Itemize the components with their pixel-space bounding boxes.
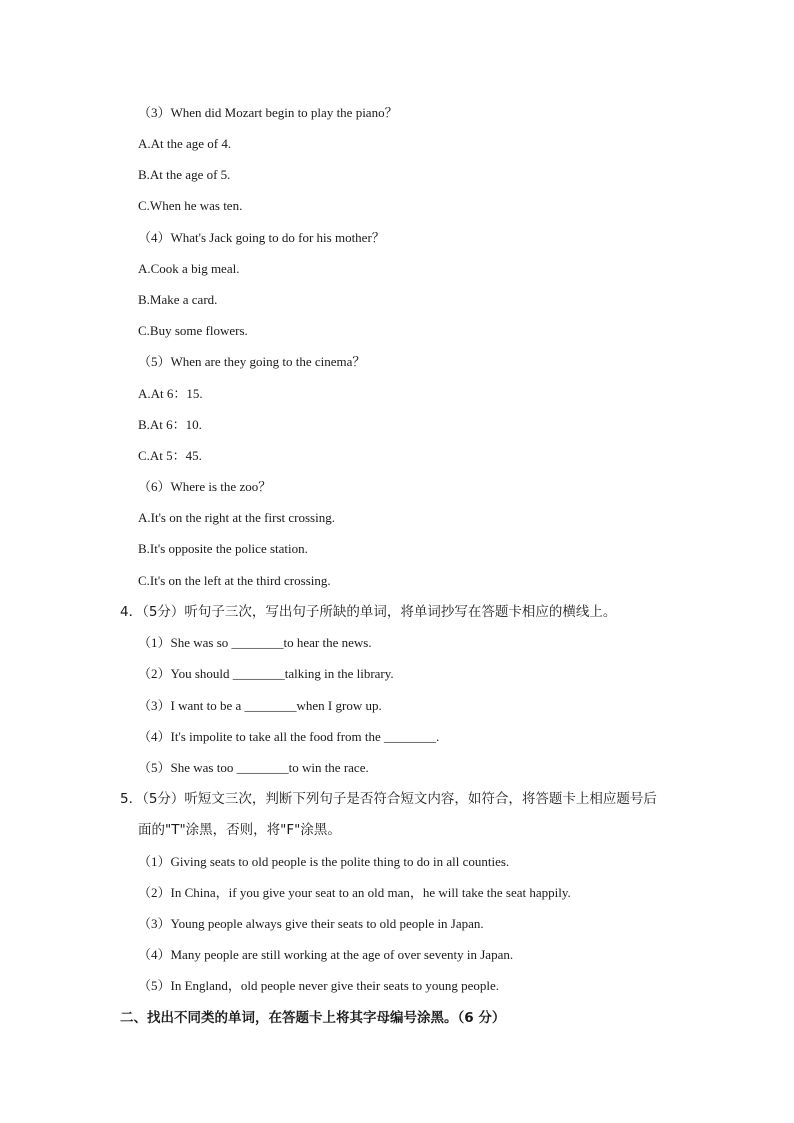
section-2-title: 二、找出不同类的单词，在答题卡上将其字母编号涂黑。（6 分）: [120, 1010, 506, 1026]
q3-3-question: （3）When did Mozart begin to play the piano？: [138, 105, 398, 120]
q4-item-2: （2）You should ________talking in the library.: [138, 666, 394, 681]
q3-3-option-c: C.When he was ten.: [138, 198, 243, 213]
q3-4-option-b: B.Make a card.: [138, 292, 218, 307]
q5-item-4: （4）Many people are still working at the age of over seventy in Japan.: [138, 947, 514, 962]
q5-item-5: （5）In England，old people never give their seats to young people.: [138, 978, 500, 993]
q4-item-5: （5）She was too ________to win the race.: [138, 760, 369, 775]
q3-5-option-a: A.At 6：15.: [138, 386, 203, 401]
q3-6-option-b: B.It's opposite the police station.: [138, 541, 308, 556]
q5-item-1: （1）Giving seats to old people is the polite thing to do in all counties.: [138, 854, 510, 869]
q5-item-3: （3）Young people always give their seats to old people in Japan.: [138, 916, 484, 931]
q4-item-1: （1）She was so ________to hear the news.: [138, 635, 372, 650]
q5-item-2: （2）In China，if you give your seat to an old man，he will take the seat happily.: [138, 885, 571, 900]
q3-3-option-a: A.At the age of 4.: [138, 136, 232, 151]
q3-5-question: （5）When are they going to the cinema？: [138, 354, 366, 369]
q3-5-option-c: C.At 5：45.: [138, 448, 202, 463]
q5-title-line2: 面的"T"涂黑，否则，将"F"涂黑。: [138, 822, 341, 838]
q3-5-option-b: B.At 6：10.: [138, 417, 202, 432]
q3-6-option-c: C.It's on the left at the third crossing.: [138, 573, 331, 588]
q4-title: 4．（5分）听句子三次，写出句子所缺的单词，将单词抄写在答题卡相应的横线上。: [120, 604, 617, 620]
q3-3-option-b: B.At the age of 5.: [138, 167, 231, 182]
q3-6-question: （6）Where is the zoo？: [138, 479, 272, 494]
q3-4-option-a: A.Cook a big meal.: [138, 261, 240, 276]
q3-6-option-a: A.It's on the right at the first crossing.: [138, 510, 335, 525]
q3-4-question: （4）What's Jack going to do for his mother？: [138, 230, 385, 245]
q4-item-4: （4）It's impolite to take all the food from the ________.: [138, 729, 440, 744]
q3-4-option-c: C.Buy some flowers.: [138, 323, 248, 338]
q4-item-3: （3）I want to be a ________when I grow up.: [138, 698, 382, 713]
q5-title-line1: 5．（5分）听短文三次，判断下列句子是否符合短文内容，如符合，将答题卡上相应题号后: [120, 791, 657, 807]
